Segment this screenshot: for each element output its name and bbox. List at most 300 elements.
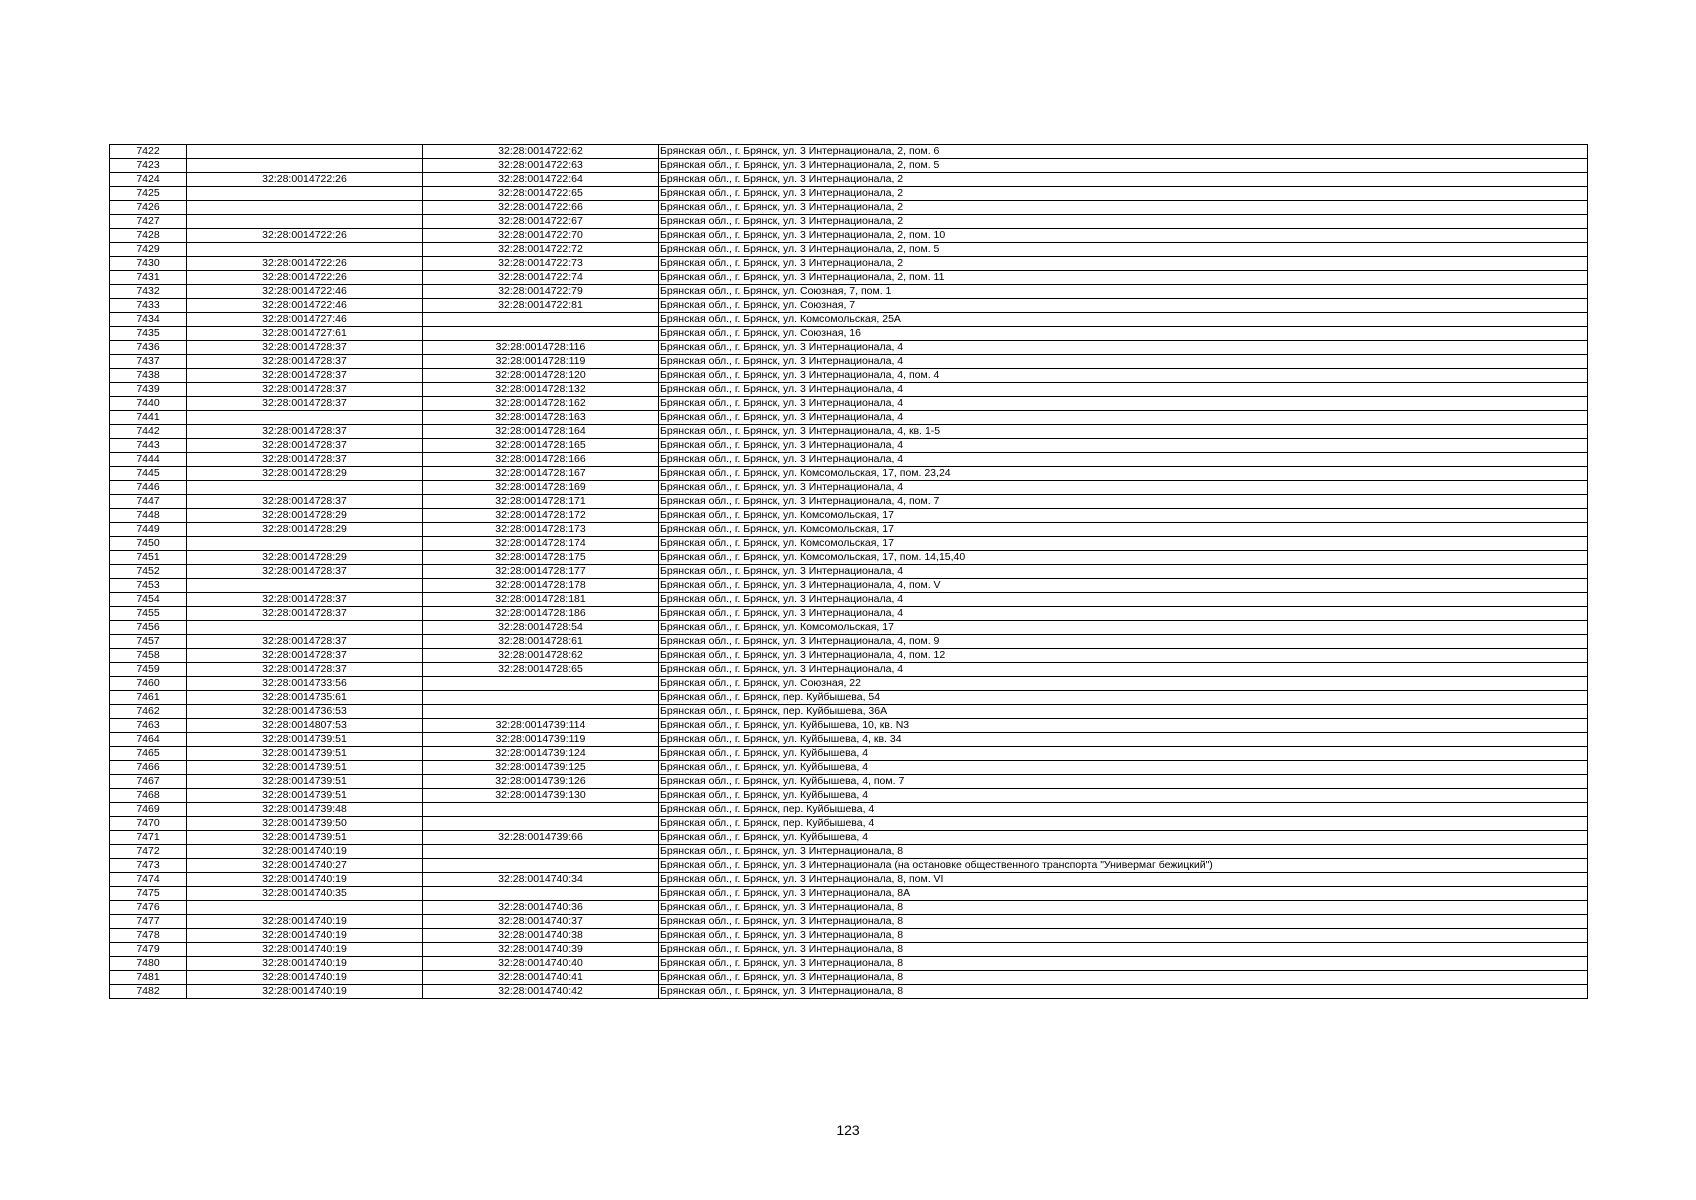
table-row (110, 747, 1588, 761)
address-cell: Брянская обл., г. Брянск, ул. 3 Интернационала, 4 (659, 383, 1588, 397)
table-row (110, 383, 1588, 397)
parcel-number-cell: 32:28:0014728:37 (187, 649, 423, 663)
row-number-cell: 7481 (110, 971, 187, 985)
row-number-cell: 7471 (110, 831, 187, 845)
object-number-cell: 32:28:0014739:124 (423, 747, 659, 761)
address-cell: Брянская обл., г. Брянск, ул. 3 Интернационала, 4, пом. V (659, 579, 1588, 593)
object-number-cell (423, 803, 659, 817)
address-cell: Брянская обл., г. Брянск, ул. Куйбышева, 4 (659, 761, 1588, 775)
table-row (110, 929, 1588, 943)
object-number-cell: 32:28:0014728:186 (423, 607, 659, 621)
table-row (110, 635, 1588, 649)
address-cell: Брянская обл., г. Брянск, ул. 3 Интернационала, 8 (659, 915, 1588, 929)
parcel-number-cell: 32:28:0014728:37 (187, 635, 423, 649)
parcel-number-cell: 32:28:0014722:26 (187, 257, 423, 271)
row-number-cell: 7464 (110, 733, 187, 747)
object-number-cell: 32:28:0014722:79 (423, 285, 659, 299)
row-number-cell: 7459 (110, 663, 187, 677)
parcel-number-cell (187, 243, 423, 257)
table-row (110, 215, 1588, 229)
row-number-cell: 7435 (110, 327, 187, 341)
object-number-cell: 32:28:0014728:167 (423, 467, 659, 481)
address-cell: Брянская обл., г. Брянск, ул. Комсомольская, 17, пом. 14,15,40 (659, 551, 1588, 565)
address-cell: Брянская обл., г. Брянск, ул. Союзная, 7, пом. 1 (659, 285, 1588, 299)
object-number-cell (423, 327, 659, 341)
address-cell: Брянская обл., г. Брянск, ул. Куйбышева, 4 (659, 747, 1588, 761)
parcel-number-cell: 32:28:0014728:37 (187, 341, 423, 355)
parcel-number-cell: 32:28:0014728:29 (187, 523, 423, 537)
parcel-number-cell: 32:28:0014807:53 (187, 719, 423, 733)
row-number-cell: 7462 (110, 705, 187, 719)
row-number-cell: 7463 (110, 719, 187, 733)
table-row (110, 145, 1588, 159)
table-row (110, 579, 1588, 593)
object-number-cell: 32:28:0014740:40 (423, 957, 659, 971)
table-row (110, 523, 1588, 537)
parcel-number-cell: 32:28:0014728:37 (187, 453, 423, 467)
object-number-cell: 32:28:0014722:65 (423, 187, 659, 201)
address-cell: Брянская обл., г. Брянск, ул. 3 Интернационала, 8 (659, 943, 1588, 957)
object-number-cell: 32:28:0014722:72 (423, 243, 659, 257)
table-row (110, 271, 1588, 285)
address-cell: Брянская обл., г. Брянск, ул. 3 Интернационала, 4, пом. 7 (659, 495, 1588, 509)
address-cell: Брянская обл., г. Брянск, ул. 3 Интернационала, 2 (659, 173, 1588, 187)
address-cell: Брянская обл., г. Брянск, ул. 3 Интернационала, 4 (659, 397, 1588, 411)
table-row (110, 803, 1588, 817)
parcel-number-cell (187, 215, 423, 229)
row-number-cell: 7427 (110, 215, 187, 229)
parcel-number-cell: 32:28:0014728:37 (187, 383, 423, 397)
address-cell: Брянская обл., г. Брянск, ул. 3 Интернационала, 8, пом. VI (659, 873, 1588, 887)
table-row (110, 649, 1588, 663)
parcel-number-cell: 32:28:0014739:51 (187, 789, 423, 803)
table-row (110, 453, 1588, 467)
row-number-cell: 7453 (110, 579, 187, 593)
table-row (110, 915, 1588, 929)
table-row (110, 859, 1588, 873)
table-row (110, 943, 1588, 957)
row-number-cell: 7468 (110, 789, 187, 803)
parcel-number-cell: 32:28:0014728:37 (187, 369, 423, 383)
object-number-cell: 32:28:0014740:41 (423, 971, 659, 985)
row-number-cell: 7479 (110, 943, 187, 957)
object-number-cell: 32:28:0014728:119 (423, 355, 659, 369)
address-cell: Брянская обл., г. Брянск, ул. Комсомольская, 17, пом. 23,24 (659, 467, 1588, 481)
address-cell: Брянская обл., г. Брянск, ул. 3 Интернационала, 8 (659, 957, 1588, 971)
object-number-cell: 32:28:0014728:172 (423, 509, 659, 523)
row-number-cell: 7476 (110, 901, 187, 915)
row-number-cell: 7467 (110, 775, 187, 789)
address-cell: Брянская обл., г. Брянск, ул. 3 Интернационала (на остановке общественного транспорта "Универмаг бежицкий") (659, 859, 1588, 873)
address-cell: Брянская обл., г. Брянск, ул. 3 Интернационала, 4 (659, 481, 1588, 495)
parcel-number-cell: 32:28:0014722:46 (187, 285, 423, 299)
row-number-cell: 7466 (110, 761, 187, 775)
object-number-cell: 32:28:0014722:64 (423, 173, 659, 187)
object-number-cell (423, 887, 659, 901)
object-number-cell: 32:28:0014740:38 (423, 929, 659, 943)
object-number-cell: 32:28:0014728:171 (423, 495, 659, 509)
object-number-cell: 32:28:0014728:166 (423, 453, 659, 467)
table-row (110, 159, 1588, 173)
table-row (110, 663, 1588, 677)
parcel-number-cell (187, 201, 423, 215)
parcel-number-cell: 32:28:0014739:51 (187, 761, 423, 775)
object-number-cell: 32:28:0014728:162 (423, 397, 659, 411)
table-row (110, 691, 1588, 705)
table-row (110, 341, 1588, 355)
row-number-cell: 7469 (110, 803, 187, 817)
object-number-cell: 32:28:0014728:120 (423, 369, 659, 383)
object-number-cell: 32:28:0014728:61 (423, 635, 659, 649)
address-cell: Брянская обл., г. Брянск, ул. 3 Интернационала, 4, пом. 12 (659, 649, 1588, 663)
address-cell: Брянская обл., г. Брянск, ул. 3 Интернационала, 4 (659, 593, 1588, 607)
table-row (110, 369, 1588, 383)
address-cell: Брянская обл., г. Брянск, ул. 3 Интернационала, 4 (659, 607, 1588, 621)
row-number-cell: 7472 (110, 845, 187, 859)
object-number-cell: 32:28:0014740:39 (423, 943, 659, 957)
parcel-number-cell: 32:28:0014722:26 (187, 173, 423, 187)
object-number-cell: 32:28:0014728:178 (423, 579, 659, 593)
object-number-cell: 32:28:0014739:119 (423, 733, 659, 747)
address-cell: Брянская обл., г. Брянск, ул. Союзная, 16 (659, 327, 1588, 341)
object-number-cell: 32:28:0014728:177 (423, 565, 659, 579)
parcel-number-cell: 32:28:0014739:51 (187, 775, 423, 789)
object-number-cell: 32:28:0014728:181 (423, 593, 659, 607)
table-row (110, 439, 1588, 453)
address-cell: Брянская обл., г. Брянск, ул. 3 Интернационала, 4 (659, 411, 1588, 425)
parcel-number-cell: 32:28:0014739:50 (187, 817, 423, 831)
address-cell: Брянская обл., г. Брянск, ул. 3 Интернационала, 4 (659, 453, 1588, 467)
table-row (110, 229, 1588, 243)
table-row (110, 887, 1588, 901)
address-cell: Брянская обл., г. Брянск, ул. Куйбышева, 4 (659, 789, 1588, 803)
address-cell: Брянская обл., г. Брянск, ул. 3 Интернационала, 4 (659, 565, 1588, 579)
table-row (110, 551, 1588, 565)
object-number-cell: 32:28:0014739:125 (423, 761, 659, 775)
object-number-cell: 32:28:0014739:66 (423, 831, 659, 845)
object-number-cell (423, 677, 659, 691)
object-number-cell: 32:28:0014728:54 (423, 621, 659, 635)
row-number-cell: 7433 (110, 299, 187, 313)
row-number-cell: 7423 (110, 159, 187, 173)
row-number-cell: 7431 (110, 271, 187, 285)
table-row (110, 873, 1588, 887)
row-number-cell: 7425 (110, 187, 187, 201)
object-number-cell: 32:28:0014728:169 (423, 481, 659, 495)
address-cell: Брянская обл., г. Брянск, ул. 3 Интернационала, 4 (659, 355, 1588, 369)
address-cell: Брянская обл., г. Брянск, ул. 3 Интернационала, 2, пом. 6 (659, 145, 1588, 159)
row-number-cell: 7458 (110, 649, 187, 663)
parcel-number-cell (187, 901, 423, 915)
parcel-number-cell: 32:28:0014722:26 (187, 271, 423, 285)
parcel-number-cell: 32:28:0014728:37 (187, 397, 423, 411)
table-row (110, 313, 1588, 327)
table-row (110, 243, 1588, 257)
row-number-cell: 7429 (110, 243, 187, 257)
table-row (110, 187, 1588, 201)
row-number-cell: 7444 (110, 453, 187, 467)
address-cell: Брянская обл., г. Брянск, ул. 3 Интернационала, 4, кв. 1-5 (659, 425, 1588, 439)
object-number-cell: 32:28:0014740:42 (423, 985, 659, 999)
table-row (110, 173, 1588, 187)
parcel-number-cell (187, 579, 423, 593)
parcel-number-cell: 32:28:0014739:51 (187, 733, 423, 747)
row-number-cell: 7430 (110, 257, 187, 271)
object-number-cell: 32:28:0014740:34 (423, 873, 659, 887)
row-number-cell: 7474 (110, 873, 187, 887)
object-number-cell: 32:28:0014728:174 (423, 537, 659, 551)
address-cell: Брянская обл., г. Брянск, ул. 3 Интернационала, 8 (659, 845, 1588, 859)
table-row (110, 971, 1588, 985)
parcel-number-cell: 32:28:0014728:29 (187, 467, 423, 481)
parcel-number-cell: 32:28:0014733:56 (187, 677, 423, 691)
object-number-cell (423, 313, 659, 327)
address-cell: Брянская обл., г. Брянск, ул. 3 Интернационала, 2, пом. 11 (659, 271, 1588, 285)
object-number-cell: 32:28:0014722:63 (423, 159, 659, 173)
parcel-number-cell: 32:28:0014740:19 (187, 971, 423, 985)
row-number-cell: 7480 (110, 957, 187, 971)
object-number-cell: 32:28:0014722:67 (423, 215, 659, 229)
address-cell: Брянская обл., г. Брянск, ул. Комсомольская, 17 (659, 621, 1588, 635)
row-number-cell: 7473 (110, 859, 187, 873)
address-cell: Брянская обл., г. Брянск, ул. 3 Интернационала, 4 (659, 439, 1588, 453)
parcel-number-cell: 32:28:0014728:37 (187, 607, 423, 621)
table-row (110, 201, 1588, 215)
table-row (110, 257, 1588, 271)
address-cell: Брянская обл., г. Брянск, ул. 3 Интернационала, 2, пом. 5 (659, 243, 1588, 257)
table-row (110, 621, 1588, 635)
table-row (110, 593, 1588, 607)
address-cell: Брянская обл., г. Брянск, ул. 3 Интернационала, 8 (659, 929, 1588, 943)
row-number-cell: 7451 (110, 551, 187, 565)
address-cell: Брянская обл., г. Брянск, ул. 3 Интернационала, 2 (659, 257, 1588, 271)
object-number-cell: 32:28:0014728:132 (423, 383, 659, 397)
row-number-cell: 7450 (110, 537, 187, 551)
object-number-cell (423, 691, 659, 705)
table-row (110, 677, 1588, 691)
parcel-number-cell (187, 537, 423, 551)
parcel-number-cell: 32:28:0014728:37 (187, 593, 423, 607)
table-row (110, 355, 1588, 369)
row-number-cell: 7455 (110, 607, 187, 621)
parcel-number-cell: 32:28:0014736:53 (187, 705, 423, 719)
address-cell: Брянская обл., г. Брянск, ул. 3 Интернационала, 8А (659, 887, 1588, 901)
row-number-cell: 7442 (110, 425, 187, 439)
object-number-cell: 32:28:0014739:126 (423, 775, 659, 789)
parcel-number-cell: 32:28:0014722:46 (187, 299, 423, 313)
row-number-cell: 7440 (110, 397, 187, 411)
object-number-cell: 32:28:0014728:173 (423, 523, 659, 537)
object-number-cell: 32:28:0014722:66 (423, 201, 659, 215)
parcel-number-cell (187, 145, 423, 159)
address-cell: Брянская обл., г. Брянск, ул. 3 Интернационала, 8 (659, 985, 1588, 999)
object-number-cell (423, 845, 659, 859)
table-row (110, 775, 1588, 789)
registry-table (109, 144, 1588, 999)
table-row (110, 327, 1588, 341)
table-row (110, 565, 1588, 579)
parcel-number-cell (187, 411, 423, 425)
row-number-cell: 7452 (110, 565, 187, 579)
parcel-number-cell: 32:28:0014739:48 (187, 803, 423, 817)
row-number-cell: 7460 (110, 677, 187, 691)
address-cell: Брянская обл., г. Брянск, ул. 3 Интернационала, 2, пом. 5 (659, 159, 1588, 173)
address-cell: Брянская обл., г. Брянск, ул. 3 Интернационала, 4 (659, 663, 1588, 677)
table-row (110, 397, 1588, 411)
table-row (110, 817, 1588, 831)
row-number-cell: 7478 (110, 929, 187, 943)
object-number-cell: 32:28:0014728:65 (423, 663, 659, 677)
table-row (110, 537, 1588, 551)
parcel-number-cell: 32:28:0014728:37 (187, 663, 423, 677)
table-row (110, 425, 1588, 439)
address-cell: Брянская обл., г. Брянск, ул. 3 Интернационала, 4, пом. 9 (659, 635, 1588, 649)
object-number-cell: 32:28:0014722:81 (423, 299, 659, 313)
table-row (110, 411, 1588, 425)
row-number-cell: 7436 (110, 341, 187, 355)
parcel-number-cell: 32:28:0014740:19 (187, 915, 423, 929)
address-cell: Брянская обл., г. Брянск, ул. 3 Интернационала, 2 (659, 201, 1588, 215)
row-number-cell: 7439 (110, 383, 187, 397)
address-cell: Брянская обл., г. Брянск, ул. 3 Интернационала, 4 (659, 341, 1588, 355)
table-row (110, 957, 1588, 971)
row-number-cell: 7449 (110, 523, 187, 537)
parcel-number-cell: 32:28:0014740:19 (187, 873, 423, 887)
address-cell: Брянская обл., г. Брянск, пер. Куйбышева, 4 (659, 803, 1588, 817)
object-number-cell: 32:28:0014728:165 (423, 439, 659, 453)
address-cell: Брянская обл., г. Брянск, ул. 3 Интернационала, 2 (659, 187, 1588, 201)
object-number-cell: 32:28:0014739:130 (423, 789, 659, 803)
table-row (110, 509, 1588, 523)
table-row (110, 495, 1588, 509)
parcel-number-cell: 32:28:0014722:26 (187, 229, 423, 243)
row-number-cell: 7456 (110, 621, 187, 635)
table-row (110, 789, 1588, 803)
row-number-cell: 7426 (110, 201, 187, 215)
table-row (110, 761, 1588, 775)
object-number-cell: 32:28:0014728:175 (423, 551, 659, 565)
object-number-cell: 32:28:0014728:62 (423, 649, 659, 663)
row-number-cell: 7443 (110, 439, 187, 453)
address-cell: Брянская обл., г. Брянск, пер. Куйбышева, 4 (659, 817, 1588, 831)
address-cell: Брянская обл., г. Брянск, ул. Комсомольская, 25А (659, 313, 1588, 327)
address-cell: Брянская обл., г. Брянск, пер. Куйбышева, 36А (659, 705, 1588, 719)
object-number-cell: 32:28:0014722:73 (423, 257, 659, 271)
row-number-cell: 7461 (110, 691, 187, 705)
address-cell: Брянская обл., г. Брянск, ул. 3 Интернационала, 4, пом. 4 (659, 369, 1588, 383)
table-row (110, 985, 1588, 999)
address-cell: Брянская обл., г. Брянск, ул. Куйбышева, 4, пом. 7 (659, 775, 1588, 789)
parcel-number-cell: 32:28:0014740:19 (187, 929, 423, 943)
row-number-cell: 7446 (110, 481, 187, 495)
object-number-cell: 32:28:0014728:163 (423, 411, 659, 425)
object-number-cell: 32:28:0014722:74 (423, 271, 659, 285)
table-row (110, 901, 1588, 915)
parcel-number-cell: 32:28:0014740:35 (187, 887, 423, 901)
object-number-cell (423, 859, 659, 873)
row-number-cell: 7477 (110, 915, 187, 929)
page-number: 123 (836, 1122, 860, 1138)
object-number-cell: 32:28:0014740:36 (423, 901, 659, 915)
parcel-number-cell (187, 159, 423, 173)
row-number-cell: 7447 (110, 495, 187, 509)
address-cell: Брянская обл., г. Брянск, ул. Комсомольская, 17 (659, 523, 1588, 537)
address-cell: Брянская обл., г. Брянск, ул. Куйбышева, 4 (659, 831, 1588, 845)
parcel-number-cell: 32:28:0014727:46 (187, 313, 423, 327)
address-cell: Брянская обл., г. Брянск, ул. 3 Интернационала, 8 (659, 901, 1588, 915)
table-row (110, 481, 1588, 495)
table-row (110, 705, 1588, 719)
object-number-cell: 32:28:0014740:37 (423, 915, 659, 929)
parcel-number-cell (187, 481, 423, 495)
address-cell: Брянская обл., г. Брянск, ул. Комсомольская, 17 (659, 537, 1588, 551)
row-number-cell: 7437 (110, 355, 187, 369)
object-number-cell (423, 705, 659, 719)
address-cell: Брянская обл., г. Брянск, пер. Куйбышева, 54 (659, 691, 1588, 705)
address-cell: Брянская обл., г. Брянск, ул. 3 Интернационала, 8 (659, 971, 1588, 985)
parcel-number-cell: 32:28:0014740:27 (187, 859, 423, 873)
address-cell: Брянская обл., г. Брянск, ул. Союзная, 22 (659, 677, 1588, 691)
table-row (110, 719, 1588, 733)
parcel-number-cell: 32:28:0014735:61 (187, 691, 423, 705)
row-number-cell: 7424 (110, 173, 187, 187)
row-number-cell: 7422 (110, 145, 187, 159)
parcel-number-cell: 32:28:0014728:37 (187, 495, 423, 509)
parcel-number-cell: 32:28:0014728:37 (187, 355, 423, 369)
row-number-cell: 7445 (110, 467, 187, 481)
row-number-cell: 7465 (110, 747, 187, 761)
table-row (110, 607, 1588, 621)
table-row (110, 845, 1588, 859)
parcel-number-cell: 32:28:0014740:19 (187, 957, 423, 971)
parcel-number-cell: 32:28:0014728:37 (187, 439, 423, 453)
parcel-number-cell: 32:28:0014740:19 (187, 845, 423, 859)
table-row (110, 285, 1588, 299)
row-number-cell: 7432 (110, 285, 187, 299)
parcel-number-cell: 32:28:0014739:51 (187, 747, 423, 761)
row-number-cell: 7482 (110, 985, 187, 999)
parcel-number-cell: 32:28:0014740:19 (187, 943, 423, 957)
address-cell: Брянская обл., г. Брянск, ул. 3 Интернационала, 2, пом. 10 (659, 229, 1588, 243)
table-row (110, 733, 1588, 747)
parcel-number-cell: 32:28:0014727:61 (187, 327, 423, 341)
parcel-number-cell: 32:28:0014740:19 (187, 985, 423, 999)
address-cell: Брянская обл., г. Брянск, ул. Куйбышева, 4, кв. 34 (659, 733, 1588, 747)
parcel-number-cell (187, 187, 423, 201)
address-cell: Брянская обл., г. Брянск, ул. Союзная, 7 (659, 299, 1588, 313)
object-number-cell: 32:28:0014728:164 (423, 425, 659, 439)
parcel-number-cell: 32:28:0014728:29 (187, 551, 423, 565)
object-number-cell: 32:28:0014722:70 (423, 229, 659, 243)
row-number-cell: 7454 (110, 593, 187, 607)
parcel-number-cell (187, 621, 423, 635)
object-number-cell: 32:28:0014739:114 (423, 719, 659, 733)
row-number-cell: 7441 (110, 411, 187, 425)
table-row (110, 831, 1588, 845)
row-number-cell: 7475 (110, 887, 187, 901)
parcel-number-cell: 32:28:0014728:29 (187, 509, 423, 523)
parcel-number-cell: 32:28:0014728:37 (187, 425, 423, 439)
address-cell: Брянская обл., г. Брянск, ул. Куйбышева, 10, кв. N3 (659, 719, 1588, 733)
table-row (110, 467, 1588, 481)
row-number-cell: 7448 (110, 509, 187, 523)
row-number-cell: 7457 (110, 635, 187, 649)
parcel-number-cell: 32:28:0014739:51 (187, 831, 423, 845)
object-number-cell: 32:28:0014722:62 (423, 145, 659, 159)
object-number-cell: 32:28:0014728:116 (423, 341, 659, 355)
object-number-cell (423, 817, 659, 831)
row-number-cell: 7470 (110, 817, 187, 831)
